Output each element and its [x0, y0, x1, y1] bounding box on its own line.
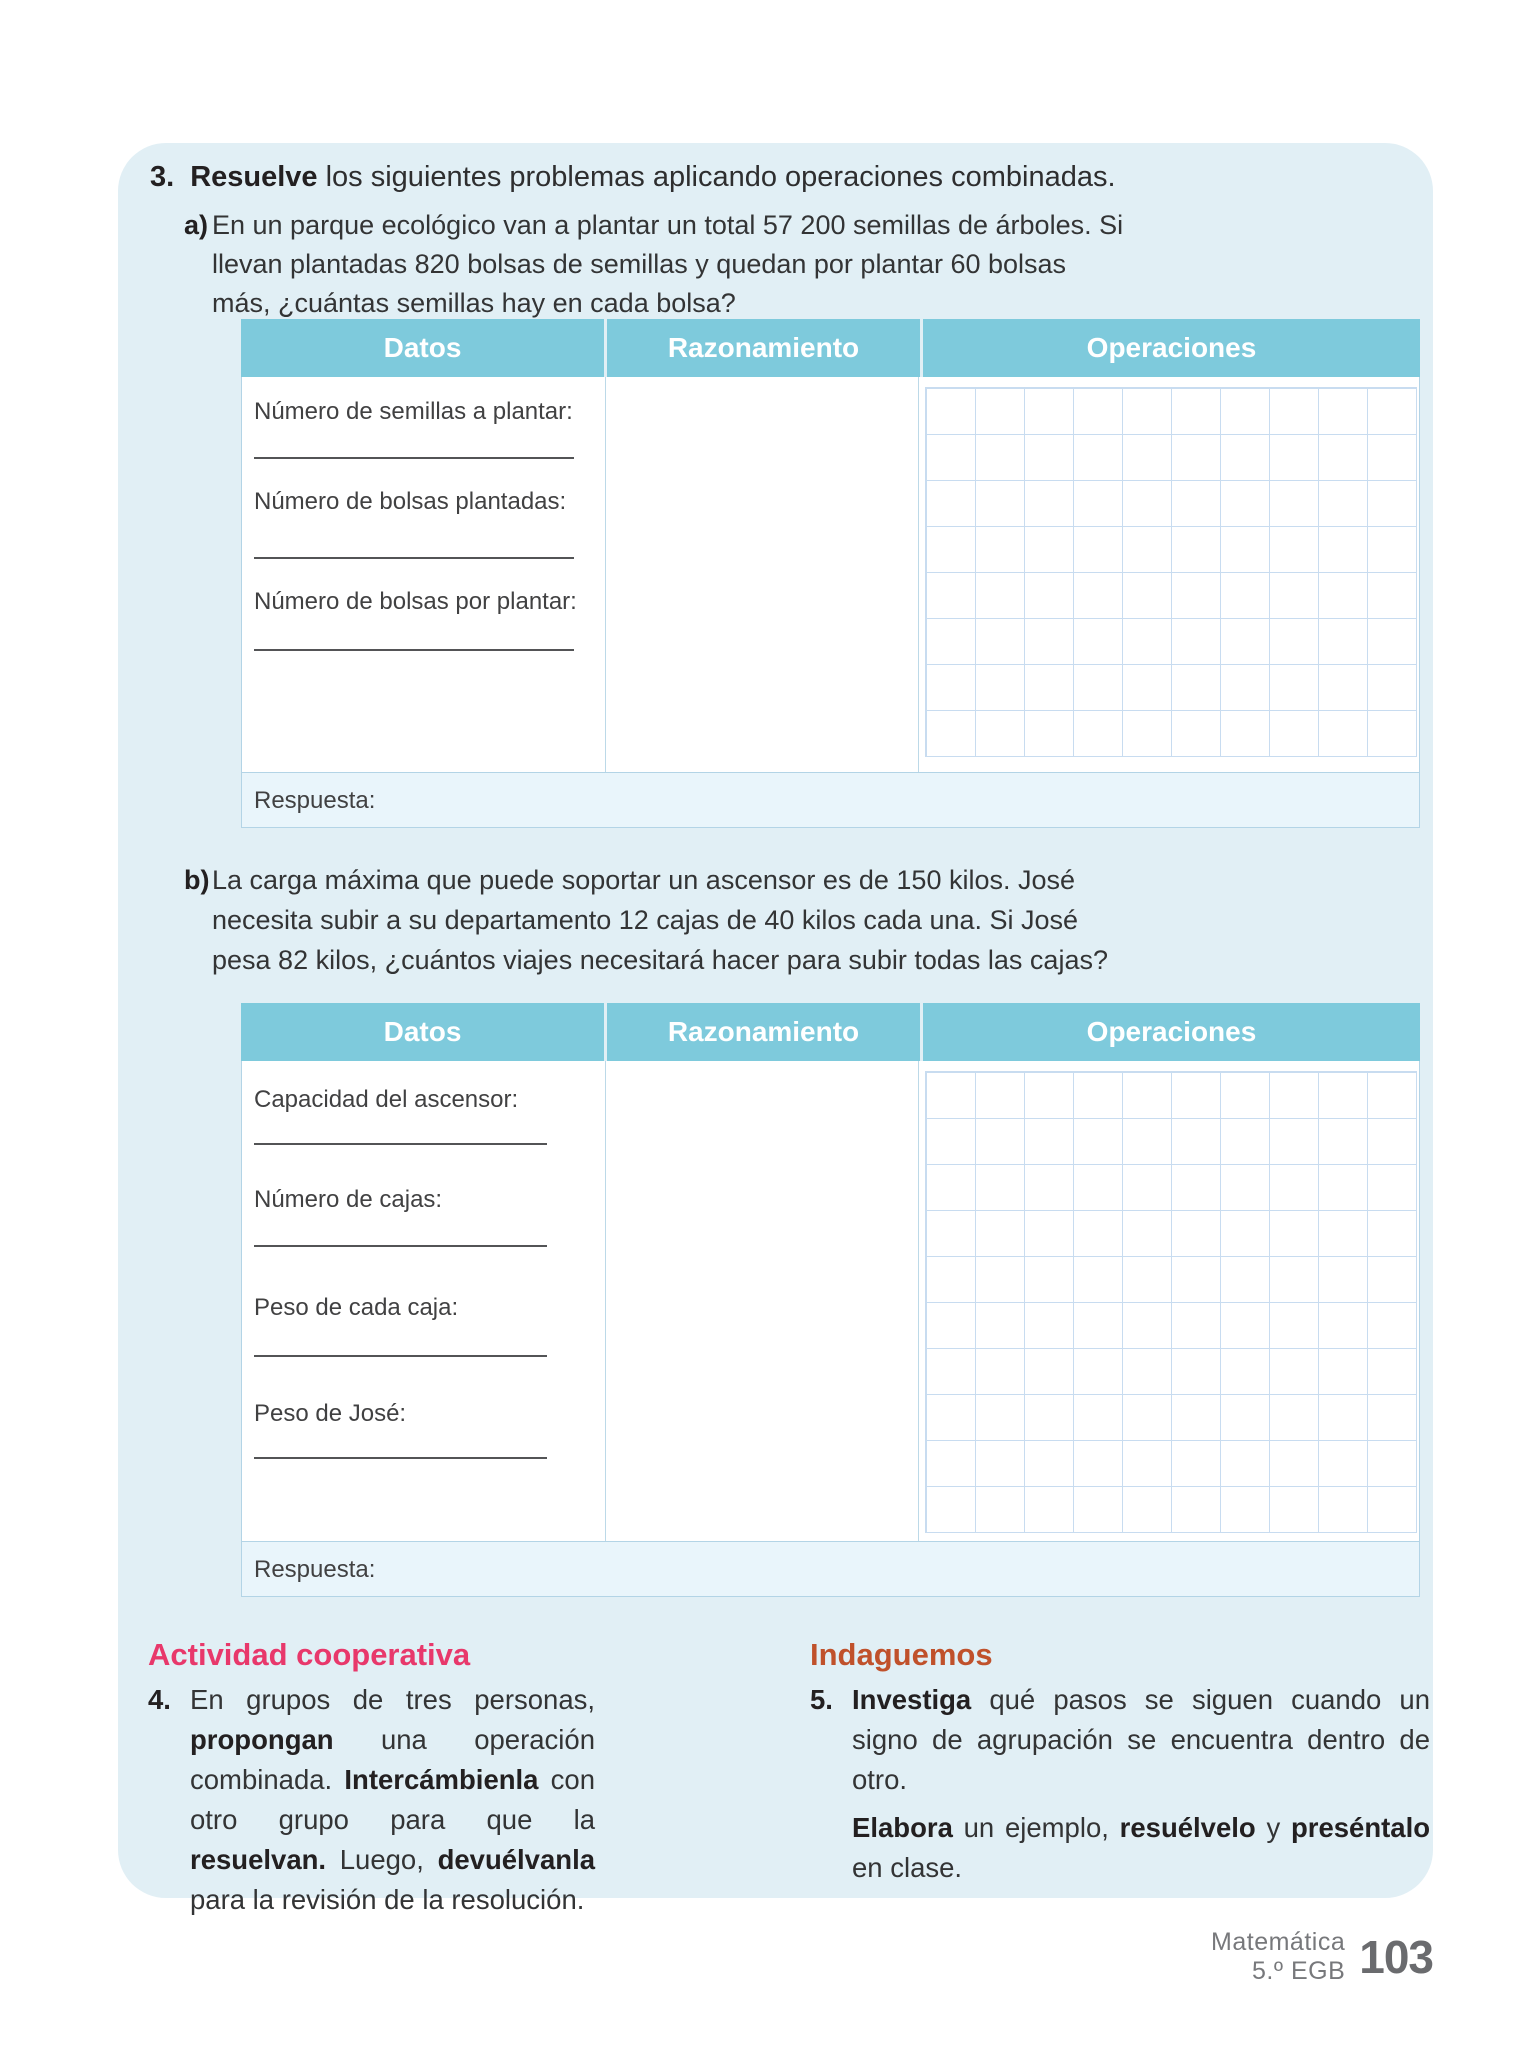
answer-line[interactable] — [254, 649, 574, 651]
answer-line[interactable] — [254, 1245, 547, 1247]
datos-label: Número de cajas: — [254, 1186, 443, 1213]
datos-label: Número de bolsas por plantar: — [254, 588, 577, 615]
answer-line[interactable] — [254, 557, 574, 559]
razonamiento-cell[interactable] — [606, 377, 919, 772]
item-5-seg-bold: preséntalo — [1290, 1812, 1431, 1843]
datos-label: Capacidad del ascensor: — [254, 1086, 519, 1113]
item-5 — [810, 1680, 1430, 1888]
item-5-paragraph-2 — [810, 1808, 1430, 1888]
item-4-seg: para la revisión de la resolución. — [190, 1884, 585, 1915]
respuesta-label: Respuesta: — [254, 787, 376, 814]
solution-table-b — [241, 1003, 1420, 1597]
operations-grid[interactable] — [925, 387, 1417, 757]
problem-a-letter: a) — [184, 210, 209, 240]
item-5-seg: qué pasos se siguen cuando un signo de agrupación se encuentra dentro de otro. — [852, 1684, 1431, 1795]
item-5-seg: en clase. — [852, 1852, 963, 1883]
item-4-seg: con otro grupo para que la — [190, 1764, 596, 1835]
datos-label: Número de semillas a plantar: — [254, 398, 573, 425]
exercise-number: 3. — [150, 161, 175, 193]
answer-line[interactable] — [254, 1143, 547, 1145]
item-4-seg-bold: propongan — [190, 1724, 334, 1755]
exercise-3-lead — [150, 161, 1116, 194]
datos-cell — [242, 1061, 606, 1541]
datos-label: Número de bolsas plantadas: — [254, 488, 567, 515]
item-5-seg-bold: Elabora — [852, 1812, 953, 1843]
exercise-instruction-bold: Resuelve — [190, 161, 318, 193]
cooperative-activity-heading: Actividad cooperativa — [148, 1637, 471, 1672]
page-number: 103 — [1359, 1930, 1433, 1983]
item-5-seg: un ejemplo, — [963, 1812, 1109, 1843]
inquiry-heading: Indaguemos — [810, 1637, 993, 1672]
item-5-number: 5. — [810, 1684, 833, 1715]
respuesta-label: Respuesta: — [254, 1556, 376, 1583]
operaciones-cell — [919, 377, 1419, 772]
footer-subject: Matemática — [1211, 1928, 1346, 1956]
problem-a-text: En un parque ecológico van a plantar un total 57 200 semillas de árboles. Si llevan plantadas 820 bolsas de semillas y quedan por plantar 60 bolsas más, ¿cuántas semillas hay en cada bolsa? — [212, 210, 1124, 318]
operaciones-cell — [919, 1061, 1419, 1541]
item-4 — [148, 1680, 595, 1920]
column-header-operaciones: Operaciones — [923, 1003, 1420, 1061]
item-5-paragraph-1 — [810, 1680, 1430, 1800]
table-a-body — [241, 377, 1420, 773]
answer-line[interactable] — [254, 457, 574, 459]
item-4-number: 4. — [148, 1684, 171, 1715]
razonamiento-cell[interactable] — [606, 1061, 919, 1541]
column-header-razonamiento: Razonamiento — [607, 1003, 920, 1061]
item-4-seg-bold: devuélvanla — [437, 1844, 596, 1875]
problem-a — [184, 206, 1132, 323]
datos-cell — [242, 377, 606, 772]
column-header-datos: Datos — [241, 1003, 604, 1061]
problem-b-letter: b) — [184, 865, 210, 895]
item-5-seg-bold: resuélvelo — [1119, 1812, 1256, 1843]
table-b-header-row — [241, 1003, 1420, 1061]
column-header-razonamiento: Razonamiento — [607, 319, 920, 377]
datos-label: Peso de José: — [254, 1400, 407, 1427]
problem-b — [184, 860, 1136, 980]
problem-b-text: La carga máxima que puede soportar un ascensor es de 150 kilos. José necesita subir a su departamento 12 cajas de 40 kilos cada una. Si José pesa 82 kilos, ¿cuántos viajes necesitará hacer para subir todas las cajas? — [212, 865, 1108, 975]
operations-grid[interactable] — [925, 1071, 1417, 1533]
footer-grade: 5.º EGB — [1252, 1956, 1346, 1985]
column-header-datos: Datos — [241, 319, 604, 377]
footer-labels — [1211, 1928, 1345, 1986]
solution-table-a — [241, 319, 1420, 828]
item-5-seg-bold: Investiga — [852, 1684, 972, 1715]
answer-line[interactable] — [254, 1457, 547, 1459]
exercise-instruction: los siguientes problemas aplicando operaciones combinadas. — [325, 161, 1116, 193]
table-b-body — [241, 1061, 1420, 1542]
datos-label: Peso de cada caja: — [254, 1294, 459, 1321]
column-header-operaciones: Operaciones — [923, 319, 1420, 377]
item-4-seg-bold: Intercámbienla — [344, 1764, 539, 1795]
table-a-header-row — [241, 319, 1420, 377]
item-4-seg: una operación combinada. — [190, 1724, 596, 1795]
item-5-seg: y — [1266, 1812, 1281, 1843]
item-4-seg: Luego, — [339, 1844, 424, 1875]
page-footer — [1211, 1928, 1433, 1986]
item-4-seg-bold: resuelvan. — [190, 1844, 327, 1875]
answer-line[interactable] — [254, 1355, 547, 1357]
item-4-text — [148, 1680, 595, 1920]
respuesta-row[interactable] — [241, 1542, 1420, 1597]
item-4-seg: En grupos de tres personas, — [190, 1684, 595, 1715]
respuesta-row[interactable] — [241, 773, 1420, 828]
